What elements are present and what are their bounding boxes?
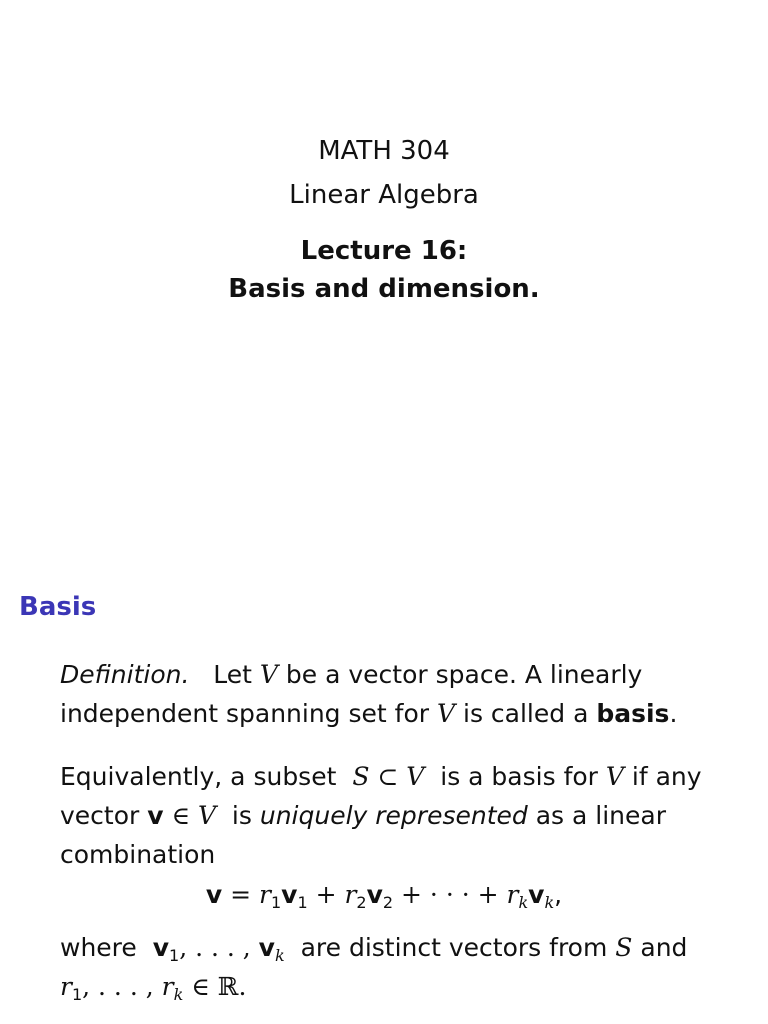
emphasis-text: uniquely represented [259, 801, 528, 830]
vector-symbol: v [281, 880, 298, 909]
vector-symbol: v [152, 933, 169, 962]
equivalence-line-2 [60, 796, 740, 835]
subscript: k [518, 893, 529, 912]
definition-text: Let [213, 660, 252, 689]
ellipsis: , . . . , [82, 972, 154, 1001]
scalar-symbol: r [161, 972, 174, 1001]
where-text: where [60, 933, 137, 962]
ellipsis: , . . . , [179, 933, 251, 962]
linear-combination-formula [0, 880, 768, 912]
where-text: and [640, 933, 688, 962]
definition-text: be a vector space. A linearly [285, 660, 643, 689]
scalar-symbol: r [60, 972, 72, 1001]
subscript: 1 [270, 893, 282, 912]
subscript: 1 [169, 946, 180, 965]
math-var: V [436, 699, 456, 728]
subscript: k [173, 985, 184, 1004]
equivalence-text: vector [60, 801, 140, 830]
subscript: k [544, 893, 555, 912]
vector-symbol: v [366, 880, 383, 909]
comma: , [554, 880, 563, 909]
definition-paragraph [60, 655, 740, 733]
definition-term: basis [596, 699, 670, 728]
scalar-symbol: r [259, 880, 271, 909]
subscript: 2 [382, 893, 394, 912]
equivalence-text: if any [631, 762, 702, 791]
vector-symbol: v [147, 801, 164, 830]
plus-sign: + [307, 880, 345, 909]
where-paragraph [60, 928, 740, 1006]
subscript: 1 [71, 985, 83, 1004]
math-var: V [259, 660, 278, 689]
subscript: 1 [297, 893, 308, 912]
definition-text: independent spanning set for [60, 699, 430, 728]
equivalence-text: is a basis for [440, 762, 598, 791]
definition-text: is called a [463, 699, 589, 728]
where-line-2 [60, 967, 740, 1006]
course-code: MATH 304 [318, 136, 450, 166]
equivalence-line-1 [60, 757, 740, 796]
definition-line-2 [60, 694, 740, 733]
vector-symbol: v [205, 880, 223, 909]
where-text: are distinct vectors from [300, 933, 608, 962]
section-heading: Basis [19, 592, 97, 622]
definition-label: Definition. [60, 660, 190, 689]
equals-sign: = [222, 880, 259, 909]
course-subject: Linear Algebra [289, 180, 479, 210]
equivalence-line-3: combination [60, 840, 216, 869]
lecture-number: Lecture 16: [300, 236, 468, 266]
definition-line-1 [60, 655, 740, 694]
math-var: S [615, 933, 633, 962]
where-line-1 [60, 928, 740, 967]
definition-period: . [669, 699, 678, 728]
math-var: V [605, 762, 624, 791]
equivalence-text: is [231, 801, 252, 830]
vector-symbol: v [258, 933, 275, 962]
math-expression: ∈ V [171, 801, 217, 830]
equivalence-text: Equivalently, a subset [60, 762, 337, 791]
subscript: 2 [356, 893, 367, 912]
math-expression: S ⊂ V [352, 762, 425, 791]
scalar-symbol: r [344, 880, 357, 909]
real-numbers-membership: ∈ ℝ. [191, 972, 247, 1001]
lecture-topic: Basis and dimension. [228, 274, 540, 304]
subscript: k [274, 946, 285, 965]
equivalence-text: as a linear [535, 801, 667, 830]
vector-symbol: v [528, 880, 545, 909]
equivalence-paragraph [60, 757, 740, 874]
ellipsis-sum: + · · · + [393, 880, 507, 909]
scalar-symbol: r [506, 880, 519, 909]
